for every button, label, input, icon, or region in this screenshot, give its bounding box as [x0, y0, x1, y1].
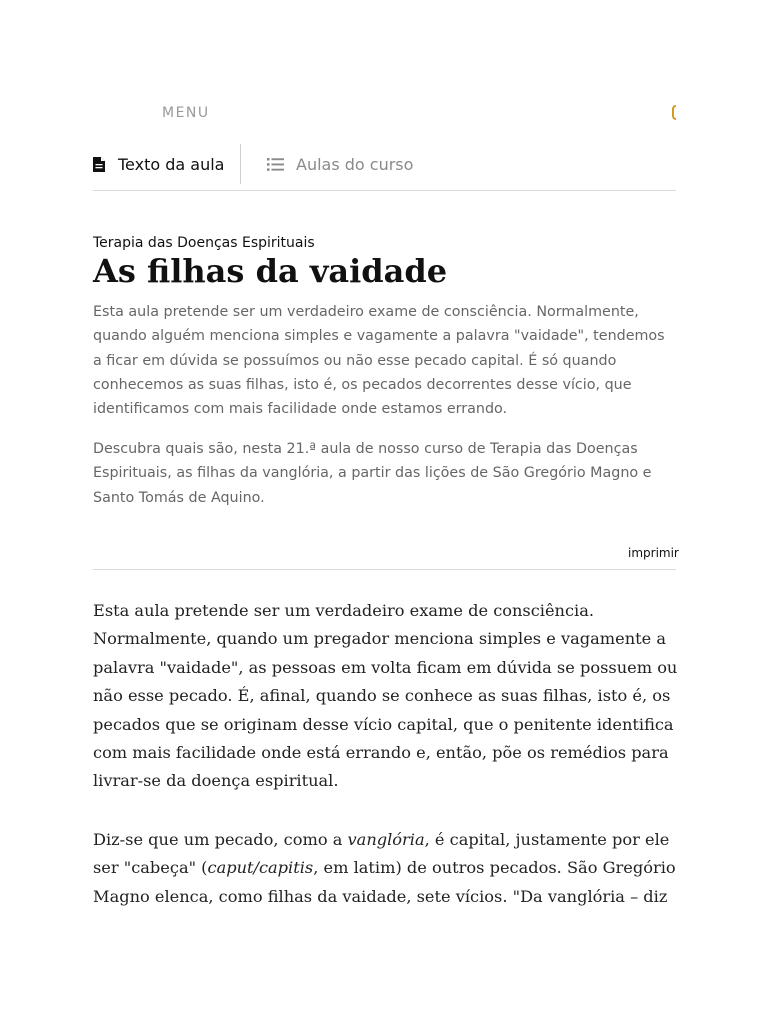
print-link[interactable]: imprimir [628, 546, 679, 560]
intro-paragraph: Esta aula pretende ser um verdadeiro exame de consciência. Normalmente, quando alguém menciona simples e vagamente a palavra "vaidade", tendemos a ficar em dúvida se possuímos ou não esse pecado capital. É só quando conhecemos as suas filhas, isto é, os pecados decorrentes desse vício, que identificamos com mais facilidade onde estamos errando. [93, 304, 665, 418]
list-icon [267, 158, 284, 171]
tab-lesson-text[interactable] [93, 144, 224, 184]
lesson-tabs [93, 144, 676, 191]
tab-course-lessons-label: Aulas do curso [296, 154, 414, 174]
tab-divider [240, 144, 241, 184]
text-run: Diz-se que um pecado, como a [93, 830, 348, 849]
body-paragraph [93, 826, 678, 911]
tab-course-lessons[interactable] [267, 144, 413, 184]
tab-lesson-text-label: Texto da aula [118, 154, 225, 174]
accent-mark [672, 105, 676, 120]
document-icon [93, 157, 105, 172]
intro-paragraph: Descubra quais são, nesta 21.ª aula de nosso curso de Terapia das Doenças Espirituais, as filhas da vanglória, a partir das lições de São Gregório Magno e Santo Tomás de Aquino. [93, 441, 652, 506]
course-category[interactable]: Terapia das Doenças Espirituais [93, 235, 315, 251]
page-title: As filhas da vaidade [93, 252, 448, 290]
menu-button[interactable]: MENU [162, 105, 210, 121]
body-paragraph: Esta aula pretende ser um verdadeiro exame de consciência. Normalmente, quando um pregador menciona simples e vagamente a palavra "vaidade", as pessoas em volta ficam em dúvida se possuem ou não esse pecado. É, afinal, quando se conhece as suas filhas, isto é, os pecados que se originam desse vício capital, que o penitente identifica com mais facilidade onde está errando e, então, põe os remédios para livrar-se da doença espiritual. [93, 601, 678, 791]
text-run: , em latim) de outros pecados. São Gregório Magno elenca, como filhas da vaidade, sete vícios. "Da vanglória – diz [93, 858, 676, 906]
text-run: , é capital, justamente por ele ser "cabeça" ( [93, 830, 670, 878]
emphasis-caput: caput/capitis [207, 858, 314, 878]
emphasis-vangloria: vanglória [347, 830, 425, 849]
divider [93, 569, 676, 570]
